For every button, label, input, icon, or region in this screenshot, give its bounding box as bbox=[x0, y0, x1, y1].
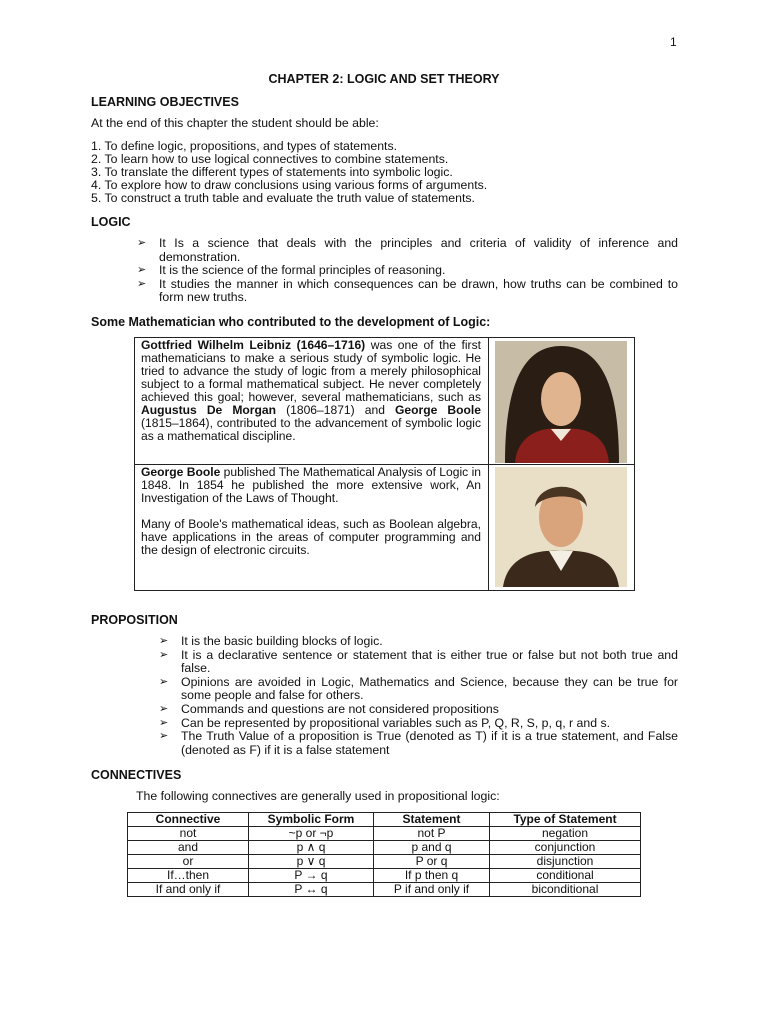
arrow-bullet-icon: ➢ bbox=[159, 635, 169, 647]
table-cell: p and q bbox=[374, 841, 490, 855]
table-row bbox=[128, 855, 641, 869]
column-header: Statement bbox=[374, 813, 490, 827]
table-cell: not P bbox=[374, 827, 490, 841]
list-item: ➢ It studies the manner in which consequences can be drawn, how truths can be combined to form new truths. bbox=[137, 276, 678, 305]
arrow-bullet-icon: ➢ bbox=[159, 675, 169, 688]
column-header: Connective bbox=[128, 813, 249, 827]
logic-bullets bbox=[137, 237, 678, 305]
table-cell: P or q bbox=[374, 855, 490, 869]
table-cell: and bbox=[128, 841, 249, 855]
column-header: Type of Statement bbox=[490, 813, 641, 827]
table-cell: If…then bbox=[128, 869, 249, 883]
leibniz-text: Gottfried Wilhelm Leibniz (1646–1716) was one of the first mathematicians to make a serious study of symbolic logic. He tried to advance the study of logic from a merely philosophical subject to a formal mathematical subject. He never completely achieved this goal; however, several mathematicians, such as Augustus De Morgan (1806–1871) and George Boole (1815–1864), contributed to the advancement of symbolic logic as a mathematical discipline. bbox=[141, 338, 481, 443]
table-row bbox=[128, 841, 641, 855]
connectives-heading: CONNECTIVES bbox=[91, 768, 182, 782]
mathematicians-table bbox=[134, 337, 635, 591]
learning-objectives-intro: At the end of this chapter the student should be able: bbox=[91, 116, 379, 130]
list-item: ➢ Opinions are avoided in Logic, Mathematics and Science, because they can be true for some people and false for others. bbox=[159, 674, 678, 703]
list-item: ➢ Can be represented by propositional variables such as P, Q, R, S, p, q, r and s. bbox=[159, 715, 611, 730]
list-item: ➢ It is the science of the formal principles of reasoning. bbox=[137, 263, 446, 278]
table-cell: conjunction bbox=[490, 841, 641, 855]
boole-name: George Boole bbox=[395, 403, 481, 417]
learning-objectives-heading: LEARNING OBJECTIVES bbox=[91, 95, 239, 109]
arrow-bullet-icon: ➢ bbox=[159, 730, 169, 743]
arrow-bullet-icon: ➢ bbox=[159, 702, 169, 715]
objective-item: 3. To translate the different types of statements into symbolic logic. bbox=[91, 165, 453, 179]
arrow-bullet-icon: ➢ bbox=[137, 237, 147, 249]
table-cell: or bbox=[128, 855, 249, 869]
table-row bbox=[128, 869, 641, 883]
table-cell: If and only if bbox=[128, 883, 249, 897]
objectives-list bbox=[91, 140, 487, 205]
table-cell: disjunction bbox=[490, 855, 641, 869]
list-item: ➢ The Truth Value of a proposition is True (denoted as T) if it is a true statement, and False (denoted as F) if it is a false statement bbox=[159, 729, 678, 757]
list-item: ➢ Commands and questions are not considered propositions bbox=[159, 701, 499, 716]
list-item: ➢ It Is a science that deals with the principles and criteria of validity of inference and demonstration. bbox=[137, 236, 678, 264]
list-item: ➢ It is a declarative sentence or statement that is either true or false but not both true and false. bbox=[159, 647, 678, 676]
table-cell: negation bbox=[490, 827, 641, 841]
connectives-table bbox=[127, 812, 641, 897]
boole-row bbox=[135, 465, 634, 590]
table-cell: not bbox=[128, 827, 249, 841]
boole-text: George Boole published The Mathematical Analysis of Logic in 1848. In 1854 he published the more extensive work, An Investigation of the Laws of Thought. Many of Boole's mathematical ideas, such as Boolean algebra, have applications in the areas of computer programming and the design of electronic circuits. bbox=[141, 465, 481, 557]
leibniz-row bbox=[135, 338, 634, 465]
de-morgan-name: Augustus De Morgan bbox=[141, 403, 277, 417]
table-row bbox=[128, 827, 641, 841]
leibniz-name: Gottfried Wilhelm Leibniz (1646–1716) bbox=[141, 338, 366, 352]
objective-item: 1. To define logic, propositions, and types of statements. bbox=[91, 139, 398, 153]
mathematicians-heading: Some Mathematician who contributed to the development of Logic: bbox=[91, 315, 491, 329]
leibniz-portrait bbox=[495, 341, 627, 463]
table-cell: p ∧ q bbox=[249, 841, 374, 855]
table-cell: ~p or ¬p bbox=[249, 827, 374, 841]
table-header-row bbox=[128, 813, 641, 827]
boole-row-name: George Boole bbox=[141, 465, 221, 479]
table-cell: p ∨ q bbox=[249, 855, 374, 869]
table-row bbox=[128, 883, 641, 897]
arrow-bullet-icon: ➢ bbox=[159, 648, 169, 661]
objective-item: 5. To construct a truth table and evaluate the truth value of statements. bbox=[91, 191, 475, 205]
boole-portrait bbox=[495, 467, 627, 587]
proposition-heading: PROPOSITION bbox=[91, 613, 178, 627]
table-cell: If p then q bbox=[374, 869, 490, 883]
arrow-bullet-icon: ➢ bbox=[159, 716, 169, 729]
table-cell: conditional bbox=[490, 869, 641, 883]
proposition-bullets bbox=[159, 635, 678, 757]
table-cell: P ↔ q bbox=[249, 883, 374, 897]
arrow-bullet-icon: ➢ bbox=[137, 264, 147, 277]
logic-heading: LOGIC bbox=[91, 215, 131, 229]
chapter-title: CHAPTER 2: LOGIC AND SET THEORY bbox=[268, 72, 500, 86]
table-cell: P if and only if bbox=[374, 883, 490, 897]
boole-ideas: Many of Boole's mathematical ideas, such as Boolean algebra, have applications in the areas of computer programming and the design of electronic circuits. bbox=[141, 517, 481, 557]
objective-item: 2. To learn how to use logical connectives to combine statements. bbox=[91, 152, 449, 166]
arrow-bullet-icon: ➢ bbox=[137, 277, 147, 290]
table-cell: biconditional bbox=[490, 883, 641, 897]
connectives-intro: The following connectives are generally used in propositional logic: bbox=[136, 789, 500, 803]
column-header: Symbolic Form bbox=[249, 813, 374, 827]
page-number: 1 bbox=[670, 35, 677, 49]
list-item: ➢ It is the basic building blocks of logic. bbox=[159, 634, 383, 648]
objective-item: 4. To explore how to draw conclusions using various forms of arguments. bbox=[91, 178, 488, 192]
table-cell: P → q bbox=[249, 869, 374, 883]
